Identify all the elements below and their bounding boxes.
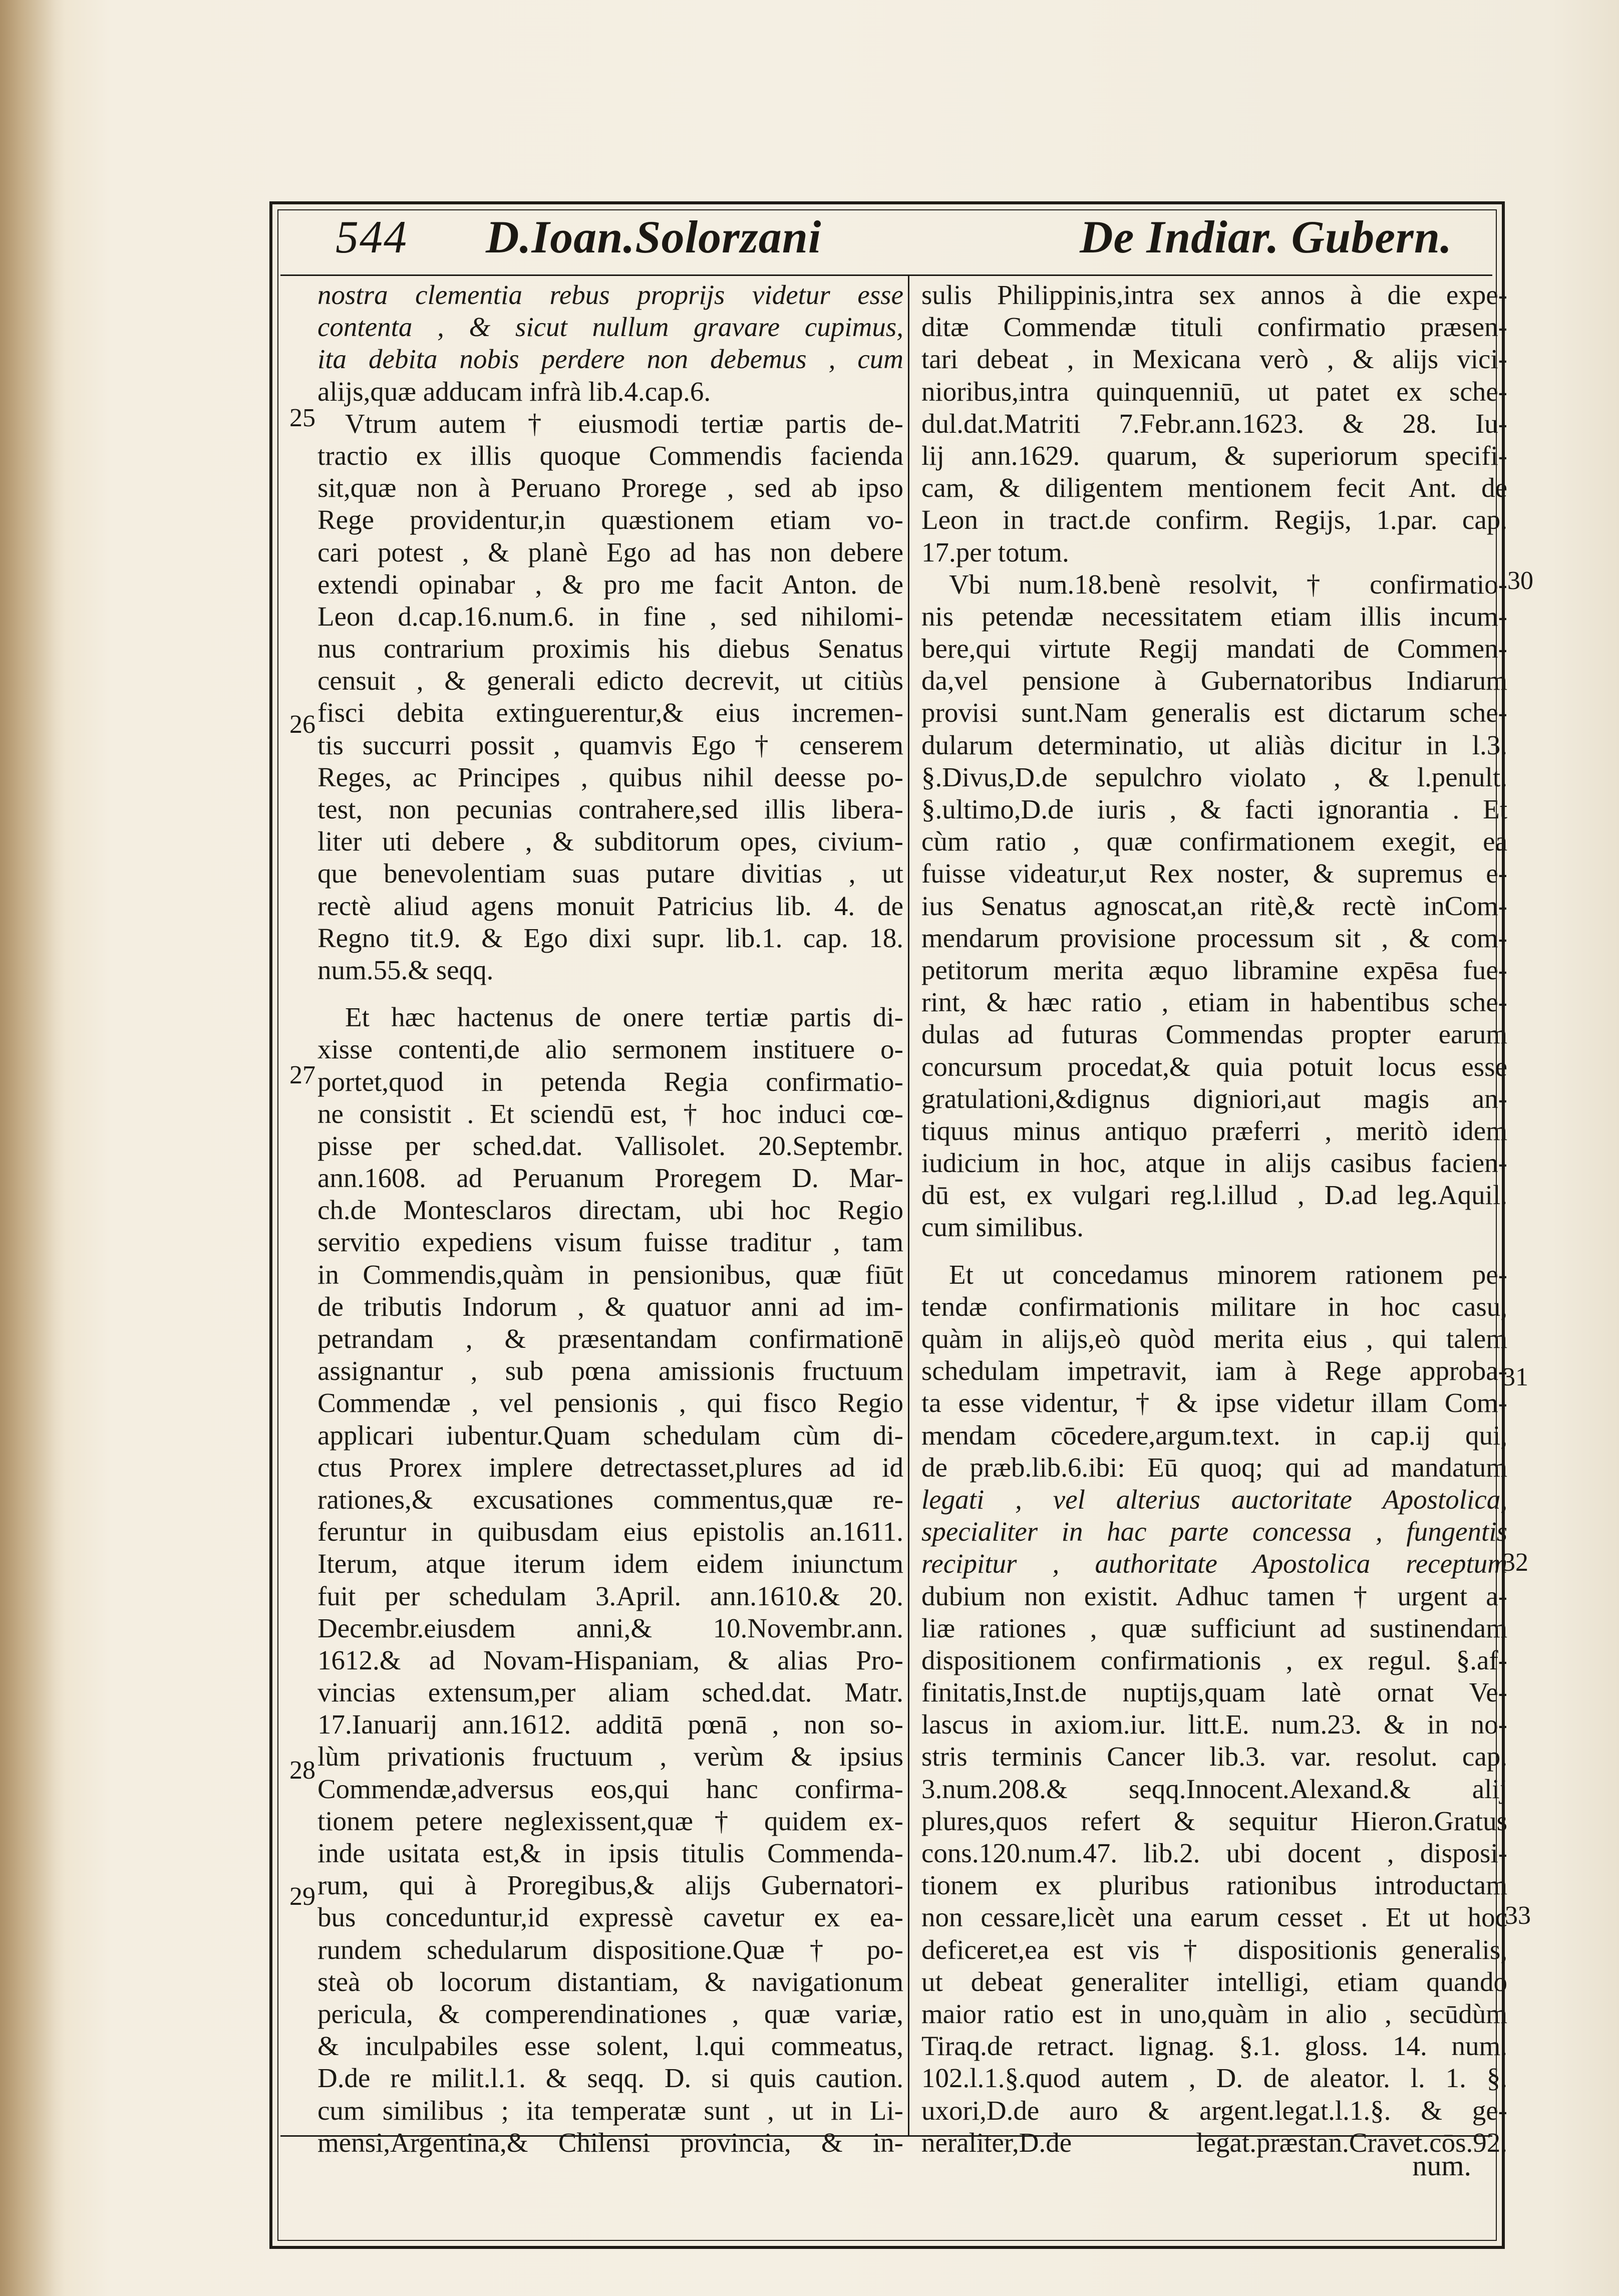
text-line: tractio ex illis quoque Commendis facienda — [317, 440, 903, 471]
text-line: nus contrarium proximis his diebus Senatus — [317, 633, 903, 664]
text-line: assignantur , sub pœna amissionis fructuum — [317, 1355, 903, 1386]
text-line: tiquus minus antiquo præferri , meritò idem — [921, 1115, 1507, 1146]
text-line: & inculpabiles esse solent, l.qui commeatus, — [317, 2031, 903, 2062]
text-line: cam, & diligentem mentionem fecit Ant. de — [921, 472, 1507, 503]
text-line: servitio expediens visum fuisse traditur , tam — [317, 1227, 903, 1258]
text-line: cum similibus. — [921, 1212, 1084, 1243]
text-line: Et hæc hactenus de onere tertiæ partis di- — [345, 1002, 903, 1033]
header-rule — [280, 274, 1492, 276]
text-line: tis succurri possit , quamvis Ego † censerem — [317, 729, 903, 760]
text-line: finitatis,Inst.de nuptijs,quam latè ornat Ve- — [921, 1677, 1507, 1708]
text-line: ita debita nobis perdere non debemus , cum — [317, 344, 903, 375]
margin-number: 30 — [1507, 566, 1533, 595]
text-line: ditæ Commendæ tituli confirmatio præsen- — [921, 312, 1507, 343]
margin-number: 32 — [1502, 1548, 1528, 1577]
text-line: petitorum merita æquo libramine expēsa fue- — [921, 954, 1507, 985]
text-line: bus conceduntur,id expressè cavetur ex ea- — [317, 1902, 903, 1933]
text-line: cons.120.num.47. lib.2. ubi docent , disposi- — [921, 1838, 1507, 1868]
catchword: num. — [1412, 2149, 1471, 2182]
text-line: dū est, ex vulgari reg.l.illud , D.ad leg.Aquil. — [921, 1180, 1507, 1211]
text-line: dulas ad futuras Commendas propter earum — [921, 1019, 1507, 1050]
text-line: Vbi num.18.benè resolvit, † confirmatio- — [949, 568, 1507, 600]
text-line: censuit , & generali edicto decrevit, ut citiùs — [317, 665, 903, 696]
margin-number: 31 — [1502, 1363, 1528, 1391]
text-line: Tiraq.de retract. lignag. §.1. gloss. 14. num. — [921, 2031, 1507, 2062]
margin-number: 26 — [289, 710, 315, 739]
text-line: nioribus,intra quinquenniū, ut patet ex sche- — [921, 376, 1507, 407]
text-line: rundem schedularum dispositione.Quæ † po- — [317, 1934, 903, 1965]
text-line: plures,quos refert & sequitur Hieron.Gratus — [921, 1805, 1507, 1836]
text-line: rectè aliud agens monuit Patricius lib. 4. de — [317, 890, 903, 921]
text-line: tionem petere neglexissent,quæ † quidem ex- — [317, 1805, 903, 1836]
paragraph-gap — [317, 986, 903, 1001]
margin-number: 28 — [289, 1756, 315, 1785]
running-head-author: D.Ioan.Solorzani — [486, 211, 822, 262]
text-line: xisse contenti,de alio sermonem instituere o- — [317, 1034, 903, 1065]
text-line: ch.de Montesclaros directam, ubi hoc Regio — [317, 1195, 903, 1226]
left-text-column — [317, 279, 903, 2158]
text-line: Vtrum autem † eiusmodi tertiæ partis de- — [345, 408, 903, 439]
right-text-column — [921, 279, 1507, 2158]
text-line: Rege providentur,in quæstionem etiam vo- — [317, 504, 903, 535]
text-line: 1612.& ad Novam-Hispaniam, & alias Pro- — [317, 1644, 903, 1675]
text-line: 17.per totum. — [921, 536, 1069, 567]
text-line: nis petendæ necessitatem etiam illis incum- — [921, 601, 1507, 632]
binding-gutter-shadow — [0, 0, 65, 2296]
text-line: dul.dat.Matriti 7.Febr.ann.1623. & 28. Iu- — [921, 408, 1507, 439]
text-line: 3.num.208.& seqq.Innocent.Alexand.& alij — [921, 1773, 1507, 1804]
text-line: inde usitata est,& in ipsis titulis Commenda- — [317, 1838, 903, 1868]
text-line: legati , vel alterius auctoritate Apostolica, — [921, 1484, 1507, 1515]
text-line: steà ob locorum distantiam, & navigationum — [317, 1966, 903, 1997]
text-line: Reges, ac Principes , quibus nihil deesse po- — [317, 761, 903, 792]
text-line: mensi,Argentina,& Chilensi provincia, & in- — [317, 2127, 903, 2158]
text-line: cum similibus ; ita temperatæ sunt , ut in Li- — [317, 2095, 903, 2126]
text-line: test, non pecunias contrahere,sed illis libera- — [317, 794, 903, 824]
text-line: schedulam impetravit, iam à Rege approba- — [921, 1355, 1507, 1386]
text-line: vincias extensum,per aliam sched.dat. Matr. — [317, 1677, 903, 1708]
text-line: concursum procedat,& quia potuit locus esse — [921, 1051, 1507, 1082]
text-line: tionem ex pluribus rationibus introductam — [921, 1870, 1507, 1901]
text-line: ne consistit . Et sciendū est, † hoc induci cœ- — [317, 1098, 903, 1129]
text-line: §.ultimo,D.de iuris , & facti ignorantia . Et — [921, 794, 1507, 824]
text-line: cùm ratio , quæ confirmationem exegit, ea — [921, 826, 1507, 857]
text-line: in Commendis,quàm in pensionibus, quæ fiūt — [317, 1259, 903, 1290]
text-line: gratulationi,&dignus digniori,aut magis an- — [921, 1083, 1507, 1114]
text-line: D.de re milit.l.1. & seqq. D. si quis caution. — [317, 2063, 903, 2094]
text-line: Decembr.eiusdem anni,& 10.Novembr.ann. — [317, 1612, 903, 1643]
text-line: dubium non existit. Adhuc tamen † urgent a- — [921, 1580, 1507, 1611]
text-line: lij ann.1629. quarum, & superiorum specifi- — [921, 440, 1507, 471]
text-line: cari potest , & planè Ego ad has non debere — [317, 536, 903, 567]
text-line: liter uti debere , & subditorum opes, civium- — [317, 826, 903, 857]
text-line: ctus Prorex implere detrectasset,plures ad id — [317, 1452, 903, 1483]
text-line: tendæ confirmationis militare in hoc casu, — [921, 1291, 1507, 1322]
text-line: 17.Ianuarij ann.1612. additā pœnā , non so- — [317, 1709, 903, 1740]
text-line: rint, & hæc ratio , etiam in habentibus sche- — [921, 987, 1507, 1018]
text-line: rationes,& excusationes commentus,quæ re- — [317, 1484, 903, 1515]
paragraph-gap — [921, 1244, 1507, 1259]
text-line: 102.l.1.§.quod autem , D. de aleator. l. 1. §. — [921, 2063, 1507, 2094]
text-line: ut debeat generaliter intelligi, etiam quando — [921, 1966, 1507, 1997]
text-line: ta esse videntur, † & ipse videtur illam Com- — [921, 1387, 1507, 1418]
text-line: extendi opinabar , & pro me facit Anton. de — [317, 568, 903, 600]
text-line: applicari iubentur.Quam schedulam cùm di- — [317, 1419, 903, 1451]
text-line: specialiter in hac parte concessa , fungentis — [921, 1516, 1507, 1547]
text-line: mendam cōcedere,argum.text. in cap.ij qui, — [921, 1419, 1507, 1451]
text-line: pisse per sched.dat. Vallisolet. 20.Septembr. — [317, 1130, 903, 1161]
page-header — [285, 210, 1487, 275]
text-line: num.55.& seqq. — [317, 954, 494, 985]
text-line: mendarum provisione processum sit , & com- — [921, 922, 1507, 953]
running-head-title: De Indiar. Gubern. — [1080, 211, 1452, 262]
text-line: maior ratio est in uno,quàm in alio , secūdùm — [921, 1998, 1507, 2029]
margin-number: 27 — [289, 1061, 315, 1089]
text-line: lùm privationis fructuum , verùm & ipsius — [317, 1741, 903, 1772]
margin-number: 33 — [1505, 1901, 1531, 1930]
margin-number: 25 — [289, 404, 315, 432]
text-line: Leon in tract.de confirm. Regijs, 1.par. cap. — [921, 504, 1507, 535]
text-line: de tributis Indorum , & quatuor anni ad im- — [317, 1291, 903, 1322]
text-line: rum, qui à Proregibus,& alijs Gubernatori- — [317, 1870, 903, 1901]
text-line: deficeret,ea est vis † dispositionis generalis, — [921, 1934, 1507, 1965]
text-line: liæ rationes , quæ sufficiunt ad sustinendam — [921, 1612, 1507, 1643]
text-line: de præb.lib.6.ibi: Eū quoq; qui ad mandatum — [921, 1452, 1507, 1483]
page-number: 544 — [336, 211, 408, 262]
text-line: uxori,D.de auro & argent.legat.l.1.§. & ge- — [921, 2095, 1507, 2126]
text-line: lascus in axiom.iur. litt.E. num.23. & in no- — [921, 1709, 1507, 1740]
text-line: Et ut concedamus minorem rationem pe- — [949, 1259, 1507, 1290]
text-line: §.Divus,D.de sepulchro violato , & l.penult. — [921, 761, 1507, 792]
text-line: neraliter,D.de legat.præstan.Cravet.cōs.92. — [921, 2127, 1507, 2158]
text-line: da,vel pensione à Gubernatoribus Indiarum — [921, 665, 1507, 696]
text-line: petrandam , & præsentandam confirmationē — [317, 1323, 903, 1354]
text-line: sulis Philippinis,intra sex annos à die expe- — [921, 279, 1507, 310]
text-line: stris terminis Cancer lib.3. var. resolut. cap. — [921, 1741, 1507, 1772]
text-line: contenta , & sicut nullum gravare cupimus, — [317, 312, 903, 343]
text-line: Leon d.cap.16.num.6. in fine , sed nihilomi- — [317, 601, 903, 632]
text-line: provisi sunt.Nam generalis est dictarum sche- — [921, 697, 1507, 728]
text-line: feruntur in quibusdam eius epistolis an.1611. — [317, 1516, 903, 1547]
text-line: que benevolentiam suas putare divitias , ut — [317, 858, 903, 889]
text-line: Commendæ , vel pensionis , qui fisco Regio — [317, 1387, 903, 1418]
text-line: quàm in alijs,eò quòd merita eius , qui talem — [921, 1323, 1507, 1354]
margin-number: 29 — [289, 1882, 315, 1911]
text-line: fisci debita extinguerentur,& eius incremen- — [317, 697, 903, 728]
text-line: bere,qui virtute Regij mandati de Commen- — [921, 633, 1507, 664]
text-line: tari debeat , in Mexicana verò , & alijs vici- — [921, 344, 1507, 375]
text-line: iudicium in hoc, atque in alijs casibus facien- — [921, 1147, 1507, 1179]
text-line: ius Senatus agnoscat,an ritè,& rectè inCom- — [921, 890, 1507, 921]
text-line: non cessare,licèt una earum cesset . Et ut hoc — [921, 1902, 1507, 1933]
text-line: sit,quæ non à Peruano Prorege , sed ab ipso — [317, 472, 903, 503]
column-divider — [908, 274, 909, 2135]
text-line: pericula, & comperendinationes , quæ variæ, — [317, 1998, 903, 2029]
text-line: ann.1608. ad Peruanum Proregem D. Mar- — [317, 1163, 903, 1194]
text-line: Regno tit.9. & Ego dixi supr. lib.1. cap. 18. — [317, 922, 903, 953]
text-line: dispositionem confirmationis , ex regul. §.af- — [921, 1644, 1507, 1675]
text-line: alijs,quæ adducam infrà lib.4.cap.6. — [317, 376, 711, 407]
text-line: dularum determinatio, ut aliàs dicitur in l.3. — [921, 729, 1507, 760]
text-line: portet,quod in petenda Regia confirmatio- — [317, 1066, 903, 1097]
text-line: recipitur , authoritate Apostolica receptum — [921, 1548, 1507, 1579]
text-line: nostra clementia rebus proprijs videtur esse — [317, 279, 903, 310]
text-line: fuit per schedulam 3.April. ann.1610.& 20. — [317, 1580, 903, 1611]
text-line: fuisse videatur,ut Rex noster, & supremus e- — [921, 858, 1507, 889]
text-line: Commendæ,adversus eos,qui hanc confirma- — [317, 1773, 903, 1804]
text-line: Iterum, atque iterum idem eidem iniunctum — [317, 1548, 903, 1579]
